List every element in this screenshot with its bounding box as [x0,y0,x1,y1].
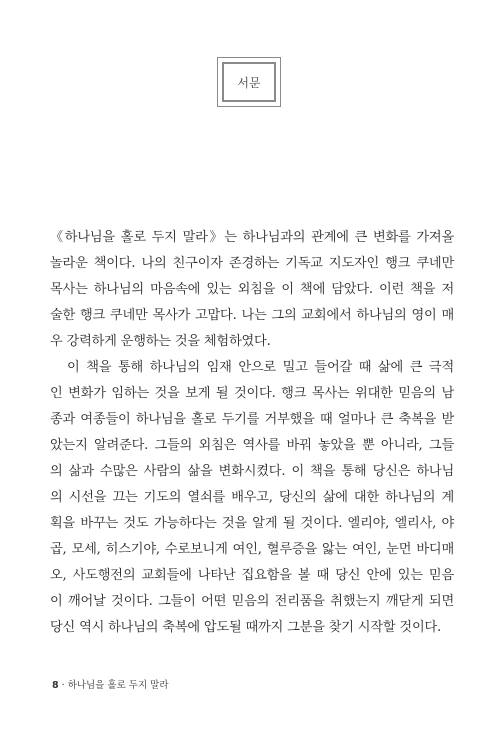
text-line: 당신 역시 하나님의 축복에 압도될 때까지 그분을 찾기 시작할 것이다. [50,620,442,635]
body-text [50,225,454,641]
page-footer [52,677,169,691]
page-heading: 서문 [237,75,261,90]
page-number: 8 [52,680,59,691]
heading-inner-frame [222,62,276,102]
running-title: 하나님을 홀로 두지 말라 [67,680,169,691]
text-line: 의 삶과 수많은 사람의 삶을 변화시켰다. 이 책을 통해 당신은 하나님 [50,464,454,479]
text-line: 《하나님을 홀로 두지 말라》는 하나님과의 관계에 큰 변화를 가져올 [50,230,454,245]
text-line: 술한 행크 쿠네만 목사가 고맙다. 나는 그의 교회에서 하나님의 영이 매 [50,308,454,323]
text-line: 이 책을 통해 하나님의 임재 안으로 밀고 들어갈 때 삶에 큰 극적 [67,360,454,375]
text-line: 목사는 하나님의 마음속에 있는 외침을 이 책에 담았다. 이런 책을 저 [50,282,454,297]
paragraph-2 [50,355,454,641]
text-line: 의 시선을 끄는 기도의 열쇠를 배우고, 당신의 삶에 대한 하나님의 계 [50,490,454,505]
text-line: 종과 여종들이 하나님을 홀로 두기를 거부했을 때 얼마나 큰 축복을 받 [50,412,454,427]
heading-frame [217,57,281,107]
text-line: 획을 바꾸는 것도 가능하다는 것을 알게 될 것이다. 엘리야, 엘리사, 야 [50,516,454,531]
paragraph-1 [50,225,454,355]
text-line: 우 강력하게 운행하는 것을 체험하였다. [50,334,271,349]
text-line: 이 깨어날 것이다. 그들이 어떤 믿음의 전리품을 취했는지 깨닫게 되면 [50,594,454,609]
text-line: 놀라운 책이다. 나의 친구이자 존경하는 기독교 지도자인 행크 쿠네만 [50,256,454,271]
text-line: 오, 사도행전의 교회들에 나타난 집요함을 볼 때 당신 안에 있는 믿음 [50,568,454,583]
footer-separator: · [58,680,68,691]
text-line: 았는지 알려준다. 그들의 외침은 역사를 바꿔 놓았을 뿐 아니라, 그들 [50,438,454,453]
text-line: 곱, 모세, 히스기야, 수로보니게 여인, 혈루증을 앓는 여인, 눈먼 바디매 [50,542,454,557]
text-line: 인 변화가 임하는 것을 보게 될 것이다. 행크 목사는 위대한 믿음의 남 [50,386,454,401]
